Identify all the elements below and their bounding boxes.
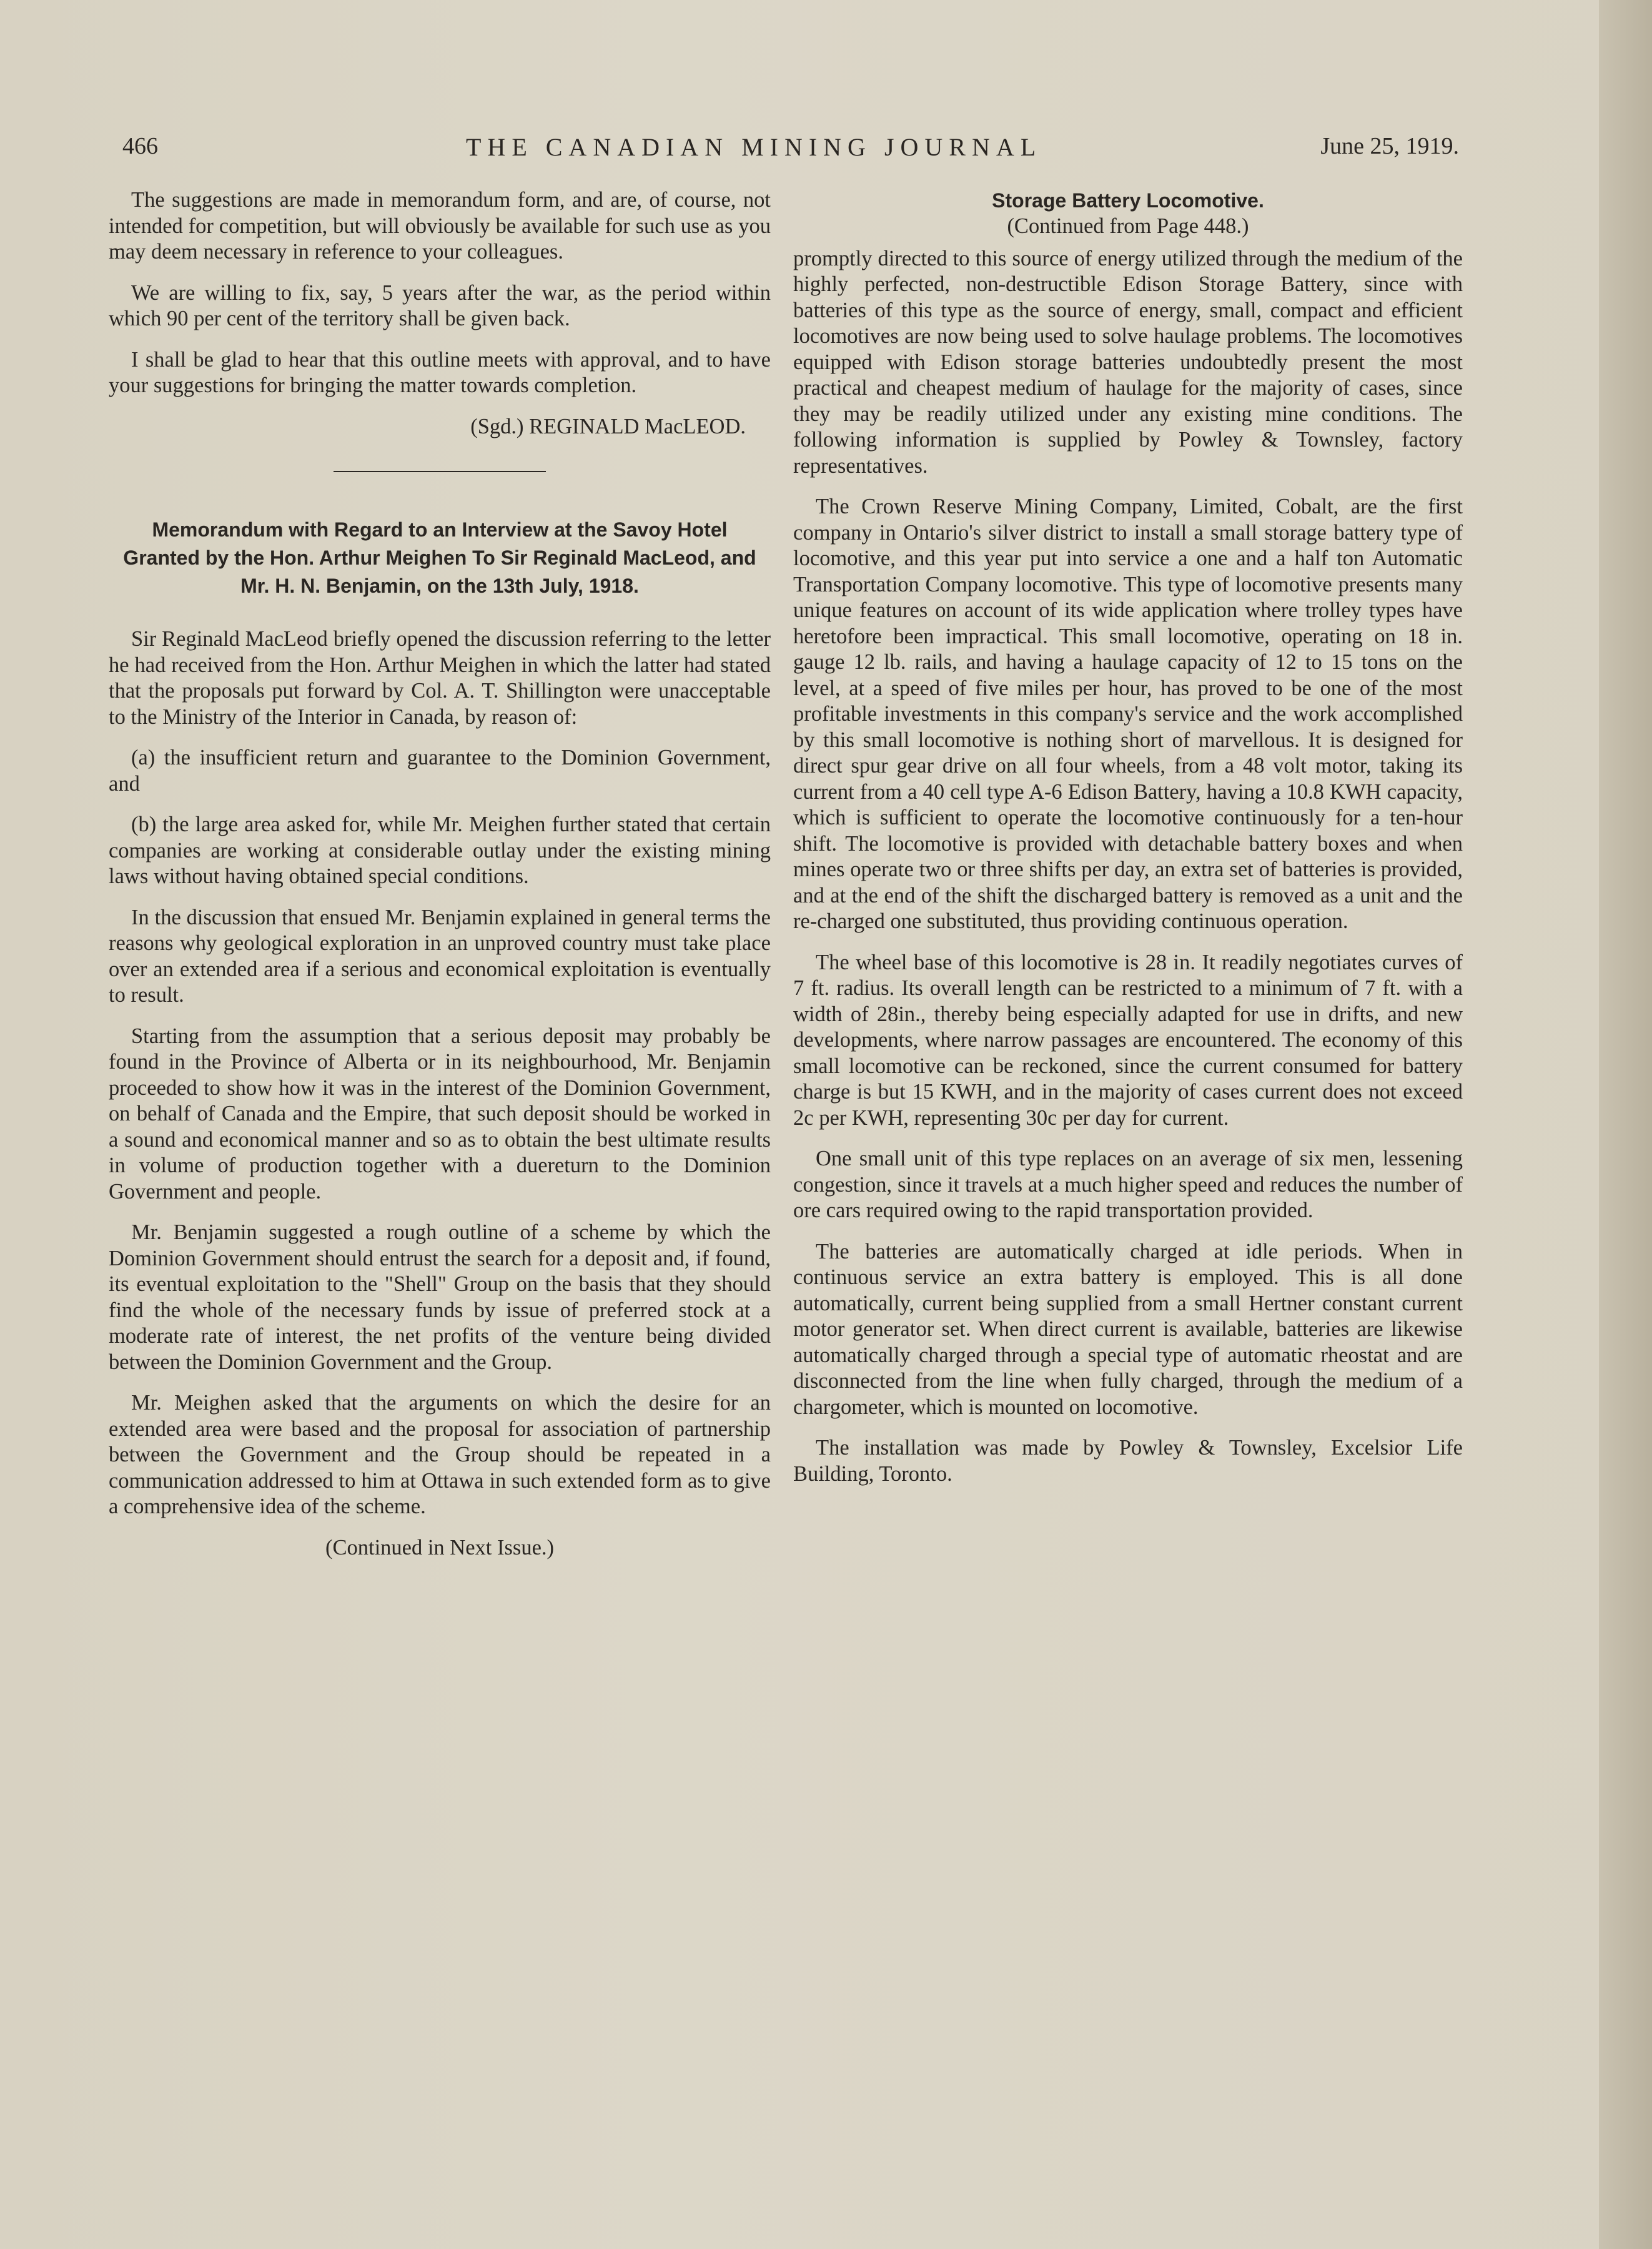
article-paragraph: The batteries are automatically charged at idle periods. When in continuous service an extra battery is employed. This is all done automatically, current being supplied from a small Hertner constant current motor generator set. When direct current is available, batteries are likewise automatically charged through a special type of automatic rheostat and are disconnected from the line when fully charged, through the medium of a chargometer, which is mounted on locomotive.	[793, 1239, 1463, 1419]
memo-paragraph: Starting from the assumption that a serious deposit may probably be found in the Province of Alberta or in its neighbourhood, Mr. Benjamin proceeded to show how it was in the interest of the Dominion Government, on behalf of Canada and the Empire, that such deposit should be worked in a sound and economical manner and so as to obtain the best ultimate results in volume of production together with a duereturn to the Dominion Government and people.	[109, 1024, 771, 1204]
article-paragraph: The Crown Reserve Mining Company, Limited, Cobalt, are the first company in Ontario's silver district to install a small storage battery type of locomotive, and this year put into service a one and a half ton Automatic Transportation Company locomotive. This type of locomotive presents many unique features on account of its wide application where trolley types have heretofore been impractical. This small locomotive, operating on 18 in. gauge 12 lb. rails, and having a haulage capacity of 12 to 15 tons on the level, at a speed of five miles per hour, has proved to be one of the most profitable investments in this company's service and the work accomplished by this small locomotive is nothing short of marvellous. It is designed for direct spur gear drive on all four wheels, from a 48 volt motor, taking its current from a 40 cell type A-6 Edison Battery, having a 10.8 KWH capacity, which is sufficient to operate the locomotive continuously for a ten-hour shift. The locomotive is provided with detachable battery boxes and when mines operate two or three shifts per day, an extra set of batteries is provided, and at the end of the shift the discharged battery is removed as a unit and the re-charged one substituted, thus providing continuous operation.	[793, 495, 1463, 933]
right-column	[793, 187, 1463, 1502]
article-title: Storage Battery Locomotive.	[992, 189, 1264, 212]
section-divider	[334, 471, 546, 472]
issue-date: June 25, 1919.	[1320, 133, 1459, 159]
memorandum-title: Memorandum with Regard to an Interview at the Savoy Hotel Granted by the Hon. Arthur Meighen To Sir Reginald MacLeod, and Mr. H. N. Benjamin, on the 13th July, 1918.	[123, 518, 756, 597]
article-paragraph: The installation was made by Powley & Townsley, Excelsior Life Building, Toronto.	[793, 1436, 1463, 1486]
running-header	[122, 132, 1459, 170]
left-column	[109, 187, 771, 1561]
memo-paragraph: (b) the large area asked for, while Mr. Meighen further stated that certain companies are working at considerable outlay under the existing mining laws without having obtained special conditions.	[109, 813, 771, 888]
journal-name: THE CANADIAN MINING JOURNAL	[466, 133, 1042, 161]
article-subtitle: (Continued from Page 448.)	[1007, 214, 1249, 238]
continued-note: (Continued in Next Issue.)	[325, 1535, 555, 1559]
memo-paragraph: Mr. Meighen asked that the arguments on which the desire for an extended area were based and the proposal for association of partnership between the Government and the Group should be repeated in a communication addressed to him at Ottawa in such extended form as to give a comprehensive idea of the scheme.	[109, 1391, 771, 1518]
memo-paragraph: (a) the insufficient return and guarantee to the Dominion Government, and	[109, 746, 771, 796]
page-edge-shadow	[1599, 0, 1652, 2249]
memo-paragraph: Mr. Benjamin suggested a rough outline of a scheme by which the Dominion Government should entrust the search for a deposit and, if found, its eventual exploitation to the "Shell" Group on the basis that they should find the whole of the necessary funds by issue of preferred stock at a moderate rate of interest, the net profits of the venture being divided between the Dominion Government and the Group.	[109, 1220, 771, 1374]
letter-paragraph: We are willing to fix, say, 5 years after the war, as the period within which 90 per cent of the territory shall be given back.	[109, 280, 771, 330]
letter-paragraph: I shall be glad to hear that this outline meets with approval, and to have your suggestions for bringing the matter towards completion.	[109, 347, 771, 397]
article-paragraph: promptly directed to this source of energy utilized through the medium of the highly perfected, non-destructible Edison Storage Battery, since with batteries of this type as the source of energy, small, compact and efficient locomotives are now being used to solve haulage problems. The locomotives equipped with Edison storage batteries undoubtedly present the most practical and cheapest medium of haulage for the majority of cases, since they may be readily utilized under any existing mine conditions. The following information is supplied by Powley & Townsley, factory representatives.	[793, 246, 1463, 478]
page-number: 466	[122, 133, 158, 159]
signature: (Sgd.) REGINALD MacLEOD.	[470, 414, 746, 438]
memo-paragraph: Sir Reginald MacLeod briefly opened the discussion referring to the letter he had received from the Hon. Arthur Meighen in which the latter had stated that the proposals put forward by Col. A. T. Shillington were unacceptable to the Ministry of the Interior in Canada, by reason of:	[109, 627, 771, 729]
article-paragraph: One small unit of this type replaces on an average of six men, lessening congestion, since it travels at a much higher speed and reduces the number of ore cars required owing to the rapid transportation provided.	[793, 1147, 1463, 1222]
memo-paragraph: In the discussion that ensued Mr. Benjamin explained in general terms the reasons why geological exploration in an unproved country must take place over an extended area if a serious and economical exploitation is eventually to result.	[109, 905, 771, 1007]
letter-paragraph: The suggestions are made in memorandum form, and are, of course, not intended for competition, but will obviously be available for such use as you may deem necessary in reference to your colleagues.	[109, 188, 771, 264]
article-paragraph: The wheel base of this locomotive is 28 in. It readily negotiates curves of 7 ft. radius. Its overall length can be restricted to a minimum of 7 ft. with a width of 28in., thereby being especially adapted for use in drifts, and new developments, where narrow passages are encountered. The economy of this small locomotive can be reckoned, since the current consumed for battery charge is but 15 KWH, and in the majority of cases current does not exceed 2c per KWH, representing 30c per day for current.	[793, 950, 1463, 1130]
